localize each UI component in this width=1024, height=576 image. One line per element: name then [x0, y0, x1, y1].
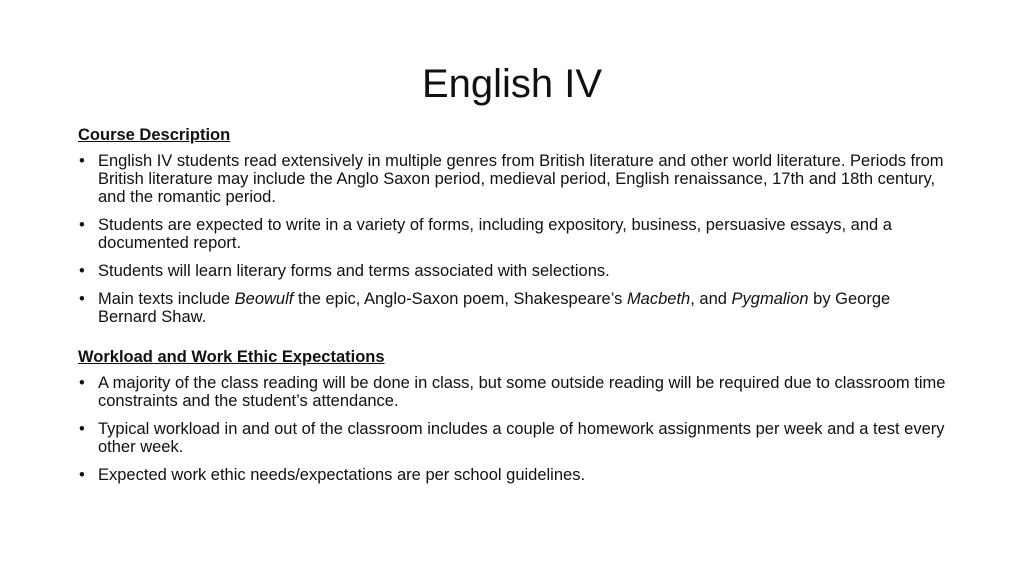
- bullet-icon: •: [79, 262, 85, 280]
- section-heading: Course Description: [78, 126, 231, 144]
- list-item: [78, 374, 948, 410]
- slide-title: English IV: [421, 62, 603, 106]
- section-course-description: [78, 126, 948, 326]
- bullet-list: [78, 374, 948, 484]
- bullet-text-part: the epic, Anglo-Saxon poem, Shakespeare’s: [293, 290, 627, 308]
- section-heading: Workload and Work Ethic Expectations: [78, 348, 385, 366]
- section-workload-expectations: [78, 348, 948, 484]
- bullet-icon: •: [79, 152, 85, 170]
- list-item: [78, 290, 948, 326]
- book-title-pygmalion: Pygmalion: [731, 290, 809, 308]
- bullet-list: [78, 152, 948, 326]
- bullet-icon: •: [79, 290, 85, 308]
- bullet-text-part: , and: [690, 290, 732, 308]
- list-item: [78, 262, 948, 280]
- list-item: [78, 152, 948, 206]
- list-item: [78, 216, 948, 252]
- bullet-text: Students will learn literary forms and terms associated with selections.: [98, 262, 610, 280]
- bullet-icon: •: [79, 216, 85, 234]
- bullet-text-part: by George Bernard Shaw.: [98, 290, 891, 326]
- bullet-text: Students are expected to write in a variety of forms, including expository, business, persuasive essays, and a documented report.: [98, 216, 892, 252]
- list-item: [78, 466, 948, 484]
- bullet-text: English IV students read extensively in multiple genres from British literature and other world literature. Periods from British literature may include the Anglo Saxon period, medieval period, English renaissance, 17th and 18th century, and the romantic period.: [98, 152, 944, 206]
- bullet-text: Expected work ethic needs/expectations are per school guidelines.: [98, 466, 586, 484]
- bullet-icon: •: [79, 420, 85, 438]
- bullet-text-part: Main texts include: [98, 290, 235, 308]
- slide-content: [78, 126, 948, 484]
- bullet-text: Typical workload in and out of the classroom includes a couple of homework assignments per week and a test every other week.: [98, 420, 945, 456]
- book-title-beowulf: Beowulf: [234, 290, 294, 308]
- bullet-icon: •: [79, 466, 85, 484]
- book-title-macbeth: Macbeth: [626, 290, 691, 308]
- bullet-text: A majority of the class reading will be done in class, but some outside reading will be required due to classroom time constraints and the student’s attendance.: [98, 374, 946, 410]
- list-item: [78, 420, 948, 456]
- bullet-icon: •: [79, 374, 85, 392]
